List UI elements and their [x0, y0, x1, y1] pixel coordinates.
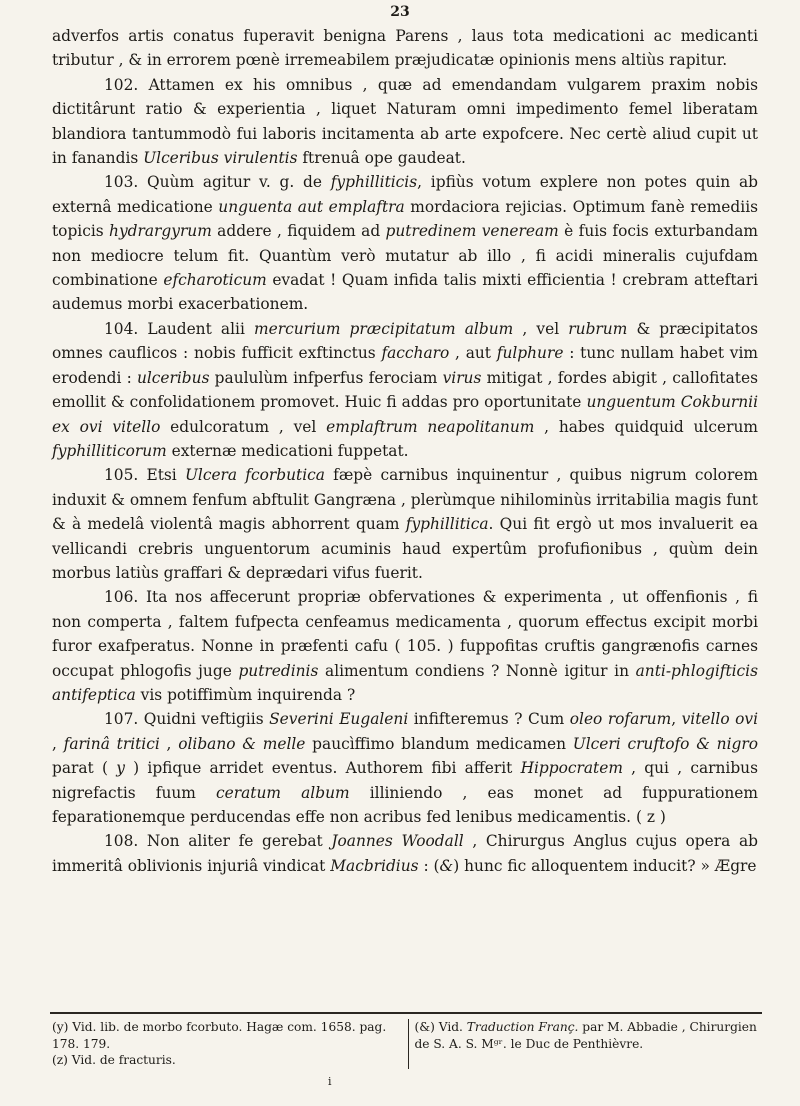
text-run: mordaciora rejicias. Optimum fanè remediis topicis [52, 197, 759, 241]
paragraph [52, 829, 758, 878]
italic-text: & [439, 856, 454, 875]
paragraph [52, 170, 758, 316]
italic-text: ulceribus [136, 368, 210, 387]
footnotes-left-column [52, 1019, 409, 1069]
text-run: : tunc nullam habet vim erodendi : [52, 344, 758, 387]
text-run: : ( [418, 856, 440, 875]
italic-text: vitello ovi [681, 710, 758, 729]
text-run: ) hunc fic alloquentem inducit? » Ægre [453, 856, 757, 875]
text-run: adverfos artis conatus fuperavit benigna Parens , laus tota medicationi ac medicanti tributur , & in errorem pœnè irremeabilem præjudicatæ opinionis mens altiùs rapitur. [52, 27, 758, 70]
paragraph [52, 707, 758, 829]
italic-text: putredinis [238, 661, 319, 680]
italic-text: fulphure [496, 344, 564, 363]
text-run: edulcoratum , vel [160, 417, 327, 436]
text-run: . Qui fit ergò ut mos invaluerit ea vellicandi crebris unguentorum acuminis haud expertûm profufionibus , quùm dein morbus latiùs graffari & deprædari vifus fuerit. [52, 515, 759, 582]
text-run: , ipfiùs votum explere non potes quin ab externâ medicatione [52, 173, 759, 216]
text-run: 104. Laudent alii [104, 319, 255, 338]
text-run: vis potiffimùm inquirenda ? [135, 685, 356, 704]
italic-text: Ulcera fcorbutica [184, 466, 325, 485]
paragraph [52, 73, 758, 171]
text-run: , vel [513, 319, 569, 338]
text-run: paululùm infperfus ferociam [209, 368, 443, 387]
italic-text: Traduction Franç. [466, 1020, 579, 1034]
text-run: , aut [449, 344, 497, 363]
text-run: paucìffimo blandum medicamen [305, 734, 573, 753]
text-run: mitigat , fordes abigit , callofitates emollit & confolidationem promovet. Huic fi addas pro oportunitate [52, 368, 758, 412]
text-run: alimentum condiens ? Nonnè igitur in [318, 661, 636, 680]
paragraph [52, 585, 758, 707]
text-run: ftrenuâ ope gaudeat. [297, 149, 466, 168]
text-run: 103. Quùm agitur v. g. de [104, 173, 331, 192]
italic-text: unguentum Cokburnii ex ovi vitello [52, 393, 758, 436]
italic-text: fyphillitica [405, 515, 489, 534]
text-run: , Chirurgus Anglus cujus opera ab immeritâ oblivionis injuriâ vindicat [52, 832, 758, 875]
text-run: fæpè carnibus inquinentur , quibus nigrum colorem induxit & omnem fenfum abftulit Gangræna , plerùmque nihilominùs irritabilia magis funt & à medelâ violentâ magis abhorrent quam [52, 466, 759, 534]
italic-text: rubrum [568, 319, 628, 338]
italic-text: fyphilliticis [330, 173, 418, 192]
footnote-rule [50, 1012, 762, 1014]
italic-text: Severini Eugaleni [269, 710, 409, 729]
text-run: par M. Abbadie , Chirurgien de S. A. S. Mᵍʳ. le Duc de Penthièvre. [414, 1020, 757, 1051]
footnotes [52, 1019, 764, 1069]
italic-text: Ulceri cruftofo & nigro [572, 734, 758, 753]
text-run: 105. Etsi [104, 466, 185, 485]
text-run: 108. Non aliter fe gerebat [104, 832, 332, 851]
italic-text: virus [442, 368, 482, 387]
paragraph [52, 24, 758, 73]
text-run: , [671, 710, 682, 729]
text-run: infifteremus ? Cum [408, 710, 570, 729]
text-run: parat ( [52, 759, 117, 778]
text-run: ) ipfique arridet eventus. Authorem fibi afferit [124, 759, 521, 778]
text-run: è fuis focis exturbandam non mediocre telum fit. Quantùm verò mutatur ab illo , fi acidi mineralis cujufdam combinatione [52, 222, 758, 290]
italic-text: Ulceribus virulentis [143, 149, 298, 168]
italic-text: ceratum album [216, 783, 350, 802]
italic-text: Joannes Woodall [331, 832, 464, 851]
text-run: & præcipitatos omnes cauflicos : nobis fufficit exftinctus [52, 319, 758, 363]
text-run: illiniendo , eas monet ad fuppurationem feparationemque perducendas effe non acribus fed lenibus medicamentis. ( z ) [52, 783, 758, 826]
text-run: (&) Vid. [414, 1020, 467, 1034]
text-run: externæ medicationi fuppetat. [166, 441, 409, 460]
text-run: evadat ! Quam infida talis mixti efficientia ! crebram atteftari audemus morbi exacerbationem. [52, 271, 758, 314]
text-run: , qui , carnibus nigrefactis fuum [52, 759, 758, 802]
footnotes-right-column [409, 1019, 765, 1069]
text-run: 102. Attamen ex his omnibus , quæ ad emendandam vulgarem praxim nobis dictitârunt ratio & experientia , liquet Naturam omni impedimento femel liberatam blandiora tantummodò fui laboris incitamenta ab arte expofcere. Nec certè aliud cupit ut in fanandis [52, 75, 758, 168]
italic-text: Hippocratem [520, 759, 623, 778]
italic-text: Macbridius [330, 856, 419, 875]
page-number: 23 [390, 4, 410, 20]
text-run: , [52, 734, 64, 753]
paragraph [52, 317, 758, 463]
text-run: , [159, 734, 179, 753]
footnote-z: (z) Vid. de fracturis. [52, 1053, 176, 1067]
italic-text: anti-phlogifticis antifepticа [52, 661, 758, 704]
italic-text: oleo rofarum [569, 710, 672, 729]
signature-mark: i [328, 1075, 332, 1088]
text-run: 106. Ita nos affecerunt propriæ obfervationes & experimenta , ut offenfionis , fi non comperta , faltem fufpecta cenfeamus medicamenta , quorum effectus excipit morbi furor exafperatus. Nonne in præfenti cafu ( 105. ) fuppofitas cruftis gangrænofis carnes occupat phlogofis juge [52, 588, 758, 680]
italic-text: y [116, 759, 125, 778]
italic-text: putredinem veneream [385, 222, 559, 241]
text-run: 107. Quidni veftigiis [104, 710, 270, 729]
italic-text: emplaftrum neapolitanum [326, 417, 535, 436]
italic-text: olibano & melle [178, 734, 306, 753]
italic-text: farinâ tritici [63, 734, 160, 753]
text-run: , habes quidquid ulcerum [534, 417, 758, 436]
italic-text: unguenta aut emplaftra [218, 197, 405, 216]
text-run: addere , fiquidem ad [211, 222, 386, 241]
footnote-and [415, 1019, 765, 1052]
footnote-y: (y) Vid. lib. de morbo fcorbuto. Hagæ com. 1658. pag. 178. 179. [52, 1020, 387, 1051]
italic-text: faccharo [381, 344, 450, 363]
italic-text: fyphilliticorum [52, 441, 167, 460]
italic-text: hydrargyrum [109, 222, 212, 241]
body-text [52, 24, 758, 878]
italic-text: mercurium præcipitatum album [254, 319, 514, 338]
paragraph [52, 463, 758, 585]
italic-text: efcharoticum [163, 271, 267, 290]
